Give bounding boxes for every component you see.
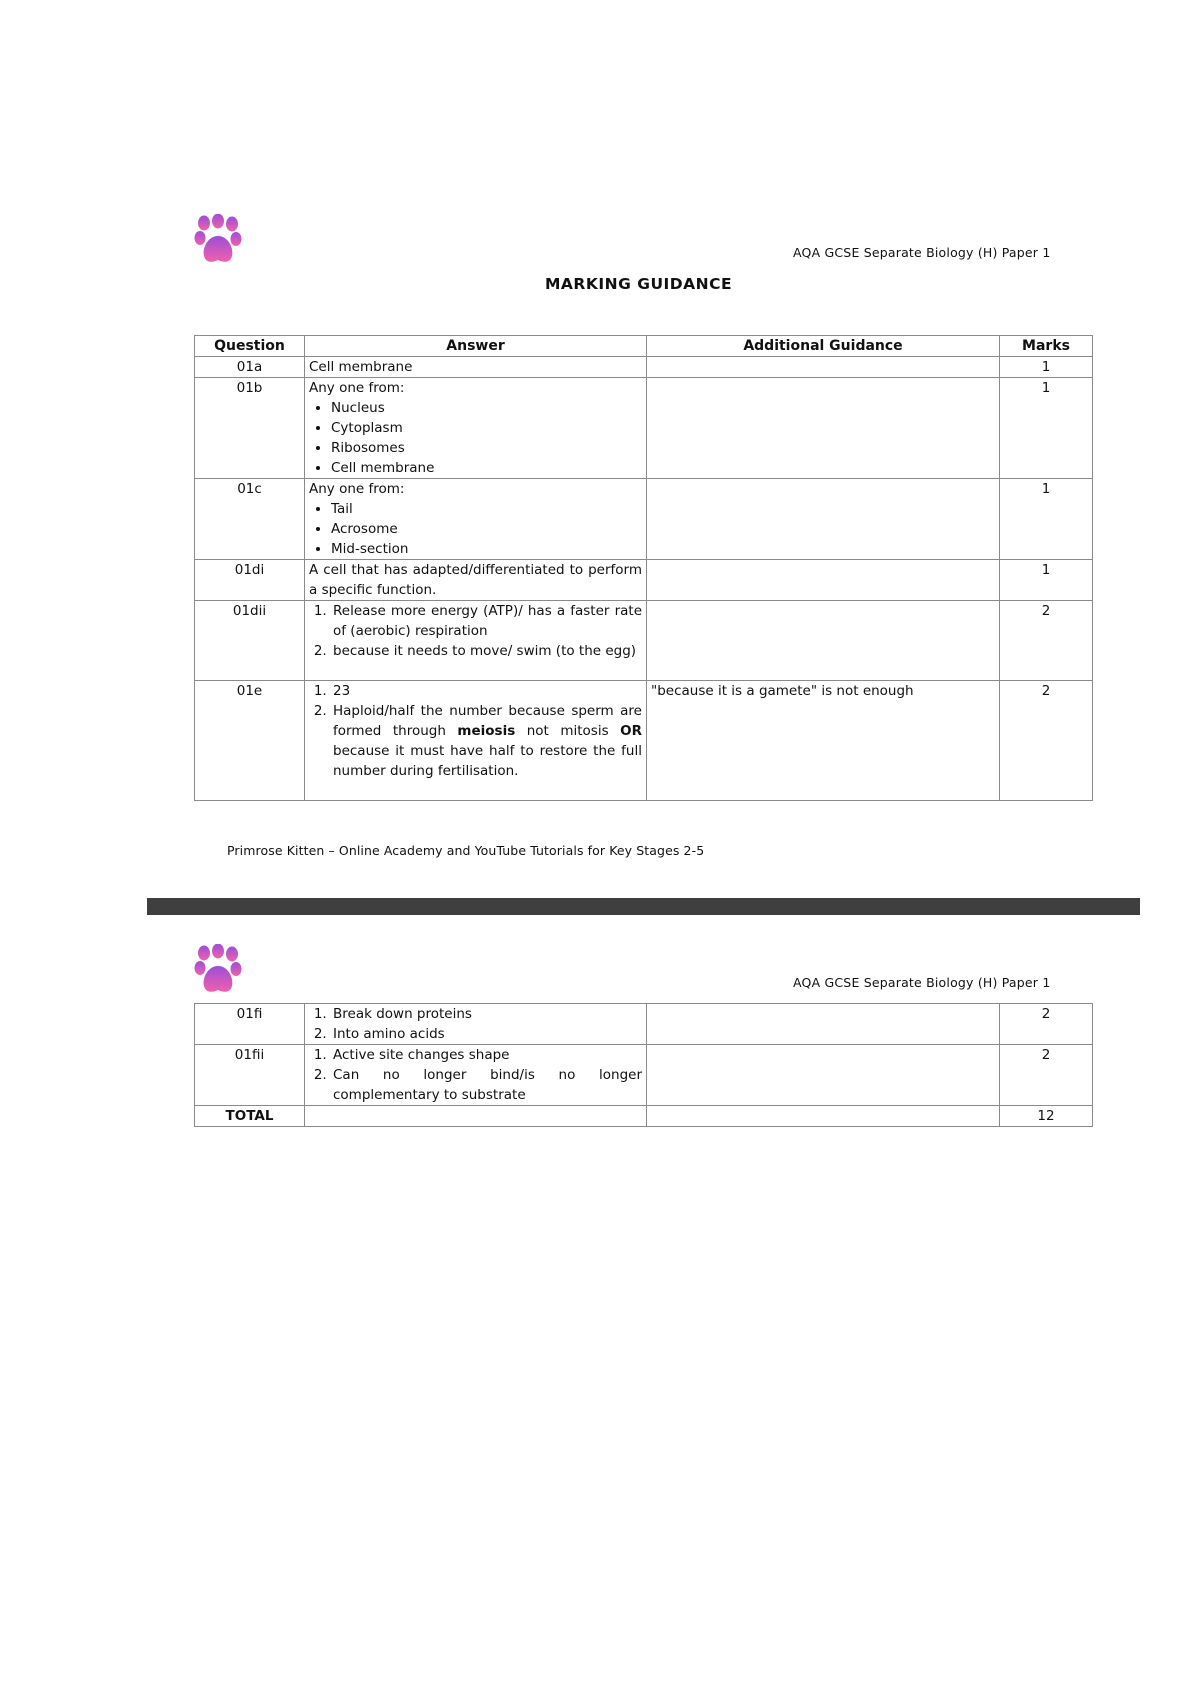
marks-cell: 2 xyxy=(1000,1004,1093,1045)
total-label: TOTAL xyxy=(195,1106,305,1127)
table-row xyxy=(195,1004,1093,1045)
question-number: 01dii xyxy=(195,601,305,681)
answer-bullet-list xyxy=(309,398,642,478)
list-item: 1. Break down proteins xyxy=(331,1004,642,1024)
list-item: • Mid-section xyxy=(331,539,642,559)
answer-numbered-list xyxy=(309,1045,642,1105)
list-item: • Cell membrane xyxy=(331,458,642,478)
keyword-or: OR xyxy=(620,723,642,739)
marks-cell: 2 xyxy=(1000,681,1093,801)
list-item: • Ribosomes xyxy=(331,438,642,458)
list-item: • Acrosome xyxy=(331,519,642,539)
marks-cell: 1 xyxy=(1000,378,1093,479)
list-item: 2. because it needs to move/ swim (to the egg) xyxy=(331,641,642,661)
document-header: AQA GCSE Separate Biology (H) Paper 1 xyxy=(793,975,1051,990)
document-header: AQA GCSE Separate Biology (H) Paper 1 xyxy=(793,245,1051,260)
guidance-cell xyxy=(647,1045,1000,1106)
guidance-cell xyxy=(647,378,1000,479)
column-header-question: Question xyxy=(195,336,305,357)
footer-text: Primrose Kitten – Online Academy and YouTube Tutorials for Key Stages 2-5 xyxy=(227,843,705,858)
guidance-cell xyxy=(647,1106,1000,1127)
table-row xyxy=(195,601,1093,681)
table-row xyxy=(195,1045,1093,1106)
marks-cell: 1 xyxy=(1000,560,1093,601)
answer-text: Haploid/half the number because sperm are formed through xyxy=(333,703,642,739)
list-item: 1. Active site changes shape xyxy=(331,1045,642,1065)
marking-table-continued xyxy=(194,1003,1093,1127)
list-item: 1. Release more energy (ATP)/ has a faster rate of (aerobic) respiration xyxy=(331,601,642,641)
list-item: 2. Into amino acids xyxy=(331,1024,642,1044)
table-row xyxy=(195,681,1093,801)
keyword-meiosis: meiosis xyxy=(457,723,516,739)
answer-numbered-list xyxy=(309,1004,642,1044)
column-header-answer: Answer xyxy=(305,336,647,357)
marks-cell: 2 xyxy=(1000,601,1093,681)
guidance-cell xyxy=(647,601,1000,681)
guidance-cell xyxy=(647,357,1000,378)
guidance-cell xyxy=(647,560,1000,601)
answer-cell xyxy=(305,1106,647,1127)
answer-intro: Any one from: xyxy=(309,380,405,396)
column-header-marks: Marks xyxy=(1000,336,1093,357)
paw-logo-icon xyxy=(194,944,242,996)
table-header-row xyxy=(195,336,1093,357)
answer-cell xyxy=(305,479,647,560)
list-item: • Nucleus xyxy=(331,398,642,418)
answer-cell xyxy=(305,378,647,479)
list-item: 1. 23 xyxy=(331,681,642,701)
answer-cell: A cell that has adapted/differentiated to perform a specific function. xyxy=(305,560,647,601)
marks-cell: 1 xyxy=(1000,357,1093,378)
list-item: • Tail xyxy=(331,499,642,519)
paw-logo-icon xyxy=(194,214,242,266)
guidance-cell xyxy=(647,479,1000,560)
question-number: 01e xyxy=(195,681,305,801)
table-row xyxy=(195,479,1093,560)
guidance-cell: "because it is a gamete" is not enough xyxy=(647,681,1000,801)
list-item: 2. Can no longer bind/is no longer complementary to substrate xyxy=(331,1065,642,1105)
page-divider xyxy=(147,898,1140,915)
question-number: 01a xyxy=(195,357,305,378)
answer-cell: Cell membrane xyxy=(305,357,647,378)
answer-text: not mitosis xyxy=(515,723,621,739)
table-row xyxy=(195,560,1093,601)
answer-bullet-list xyxy=(309,499,642,559)
table-row xyxy=(195,378,1093,479)
column-header-guidance: Additional Guidance xyxy=(647,336,1000,357)
answer-intro: Any one from: xyxy=(309,481,405,497)
question-number: 01di xyxy=(195,560,305,601)
guidance-cell xyxy=(647,1004,1000,1045)
marking-table xyxy=(194,335,1093,801)
question-number: 01fii xyxy=(195,1045,305,1106)
total-marks: 12 xyxy=(1000,1106,1093,1127)
answer-text: because it must have half to restore the full number during fertilisation. xyxy=(333,743,642,779)
table-row xyxy=(195,357,1093,378)
marks-cell: 2 xyxy=(1000,1045,1093,1106)
marks-cell: 1 xyxy=(1000,479,1093,560)
answer-cell xyxy=(305,601,647,681)
question-number: 01c xyxy=(195,479,305,560)
question-number: 01fi xyxy=(195,1004,305,1045)
list-item xyxy=(331,701,642,781)
page-title: MARKING GUIDANCE xyxy=(545,275,733,293)
answer-cell xyxy=(305,1004,647,1045)
answer-cell xyxy=(305,681,647,801)
answer-numbered-list xyxy=(309,681,642,781)
answer-numbered-list xyxy=(309,601,642,661)
answer-cell xyxy=(305,1045,647,1106)
table-total-row xyxy=(195,1106,1093,1127)
question-number: 01b xyxy=(195,378,305,479)
list-item: • Cytoplasm xyxy=(331,418,642,438)
